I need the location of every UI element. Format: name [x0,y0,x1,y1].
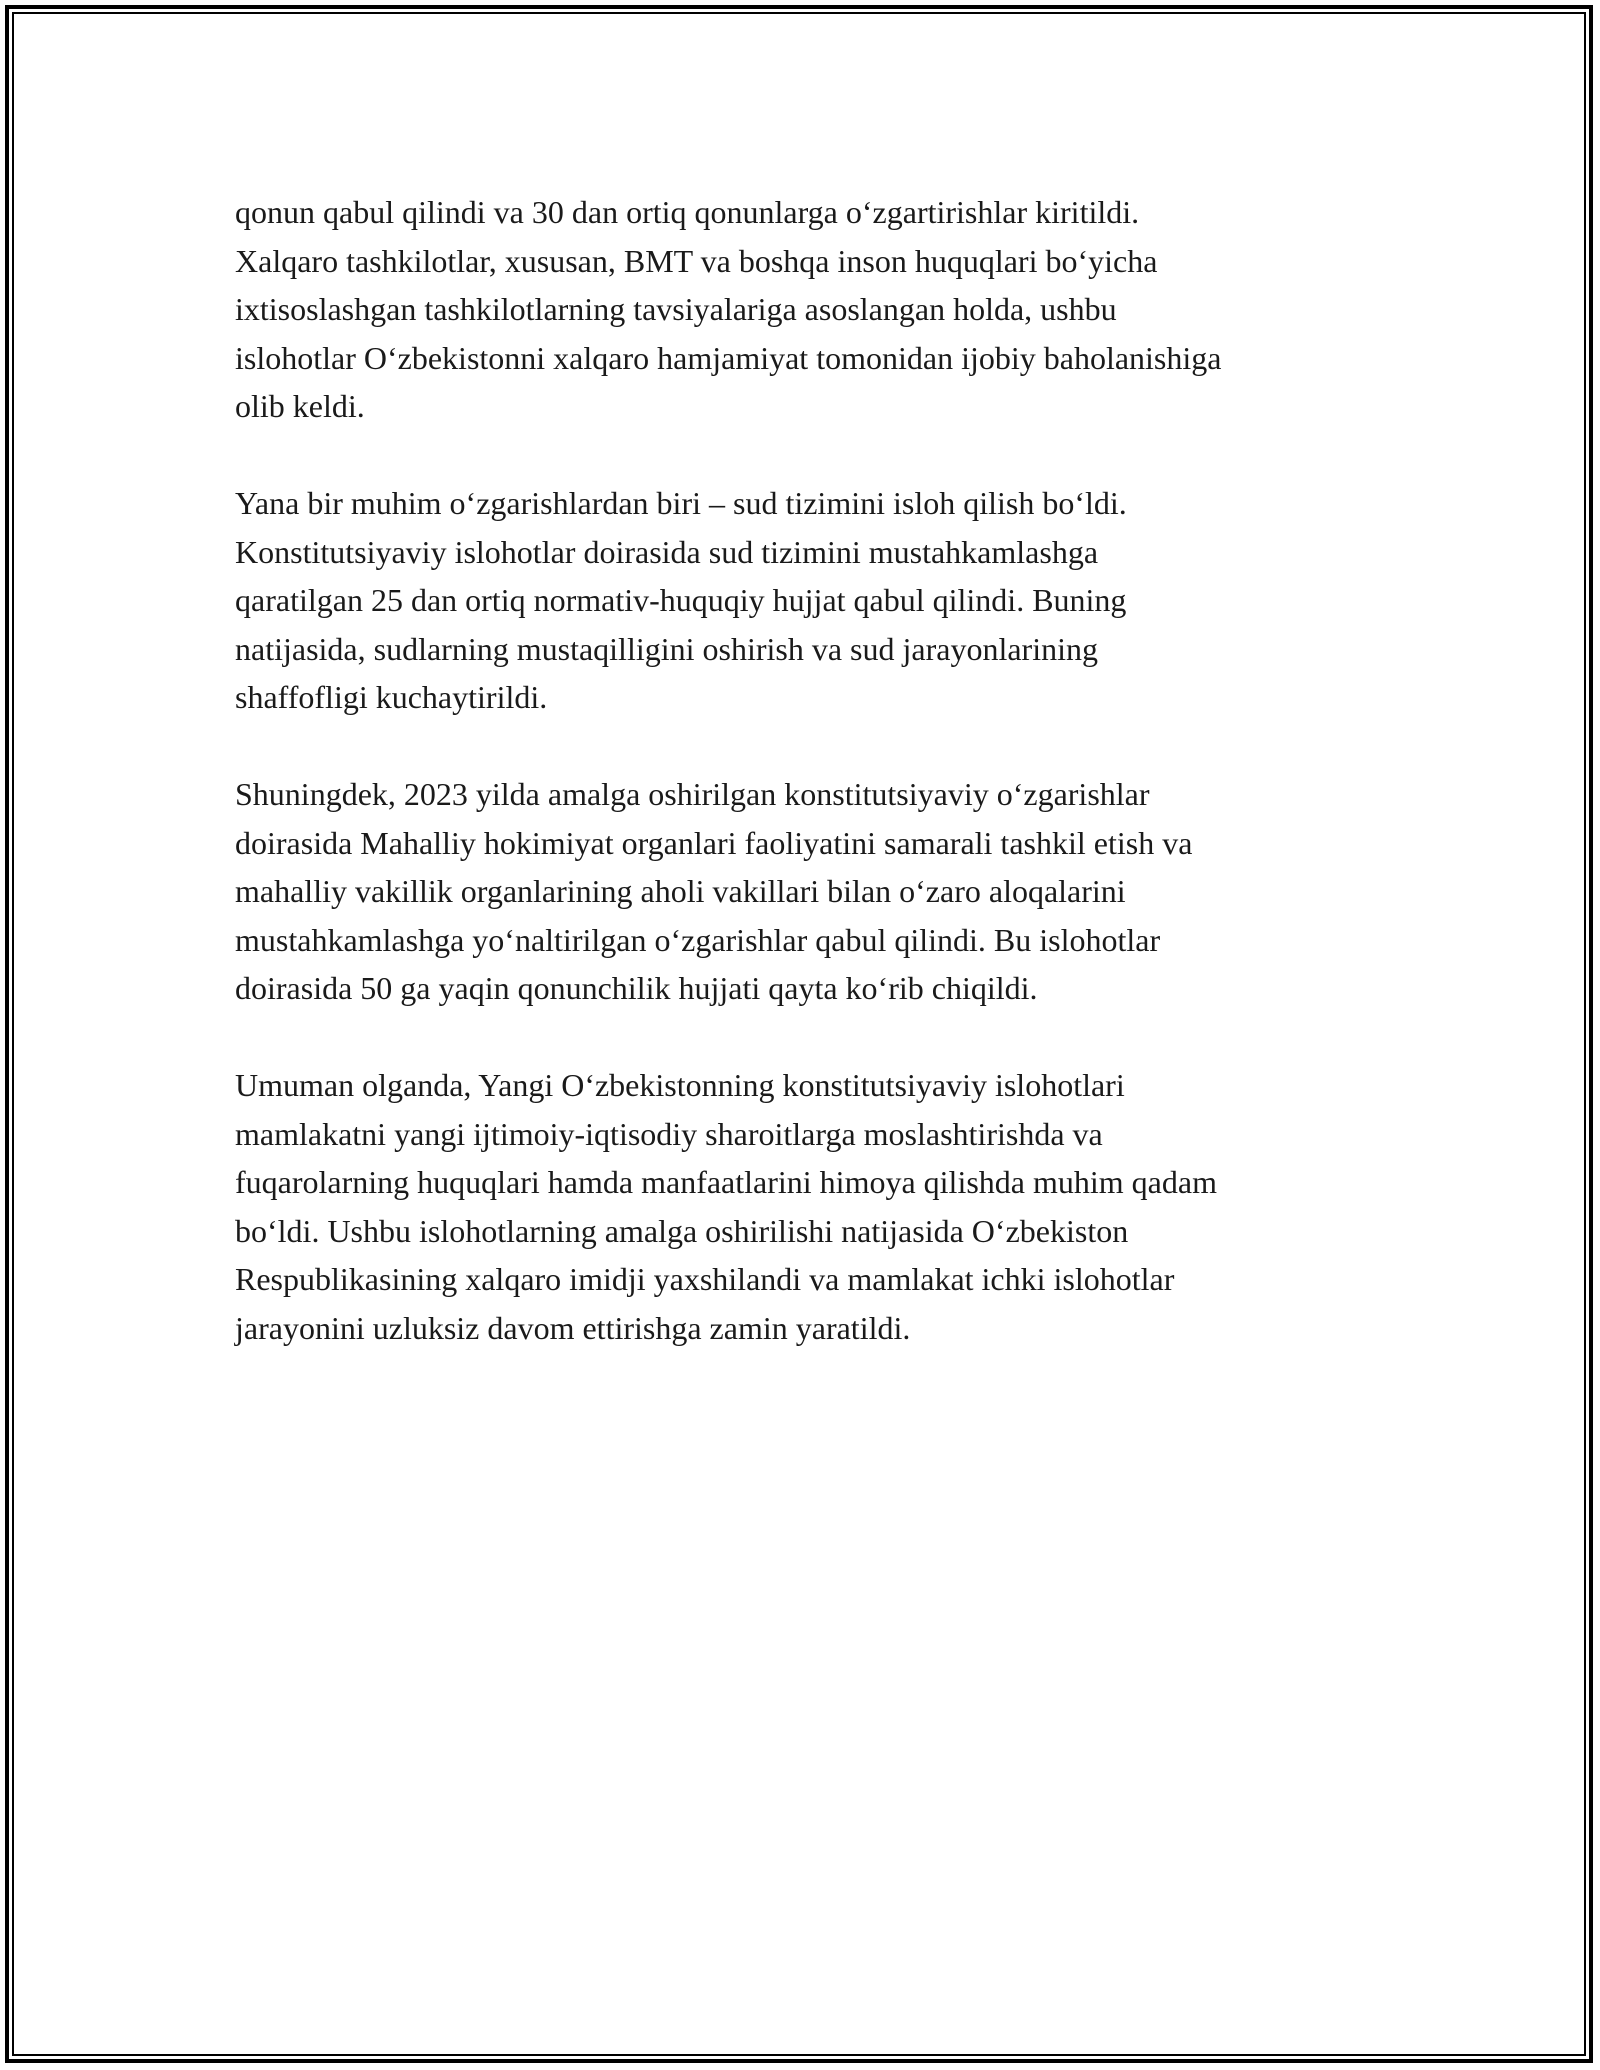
paragraph-1: qonun qabul qilindi va 30 dan ortiq qonunlarga o‘zgartirishlar kiritildi. Xalqaro tashkilotlar, xususan, BMT va boshqa inson huquqlari bo‘yicha ixtisoslashgan tashkilotlarning tavsiyalariga asoslangan holda, ushbu islohotlar O‘zbekistonni xalqaro hamjamiyat tomonidan ijobiy baholanishiga olib keldi. [235,194,1222,424]
paragraph-2: Yana bir muhim o‘zgarishlardan biri – sud tizimini isloh qilish bo‘ldi. Konstitutsiyaviy islohotlar doirasida sud tizimini mustahkamlashga qaratilgan 25 dan ortiq normativ-huquqiy hujjat qabul qilindi. Buning natijasida, sudlarning mustaqilligini oshirish va sud jarayonlarining shaffofligi kuchaytirildi. [235,485,1127,715]
document-body [235,188,1375,1352]
paragraph-4: Umuman olganda, Yangi O‘zbekistonning konstitutsiyaviy islohotlari mamlakatni yangi ijtimoiy-iqtisodiy sharoitlarga moslashtirishda va fuqarolarning huquqlari hamda manfaatlarini himoya qilishda muhim qadam bo‘ldi. Ushbu islohotlarning amalga oshirilishi natijasida O‘zbekiston Respublikasining xalqaro imidji yaxshilandi va mamlakat ichki islohotlar jarayonini uzluksiz davom ettirishga zamin yaratildi. [235,1067,1217,1346]
paragraph-3: Shuningdek, 2023 yilda amalga oshirilgan konstitutsiyaviy o‘zgarishlar doirasida Mahalliy hokimiyat organlari faoliyatini samarali tashkil etish va mahalliy vakillik organlarining aholi vakillari bilan o‘zaro aloqalarini mustahkamlashga yo‘naltirilgan o‘zgarishlar qabul qilindi. Bu islohotlar doirasida 50 ga yaqin qonunchilik hujjati qayta ko‘rib chiqildi. [235,776,1193,1006]
